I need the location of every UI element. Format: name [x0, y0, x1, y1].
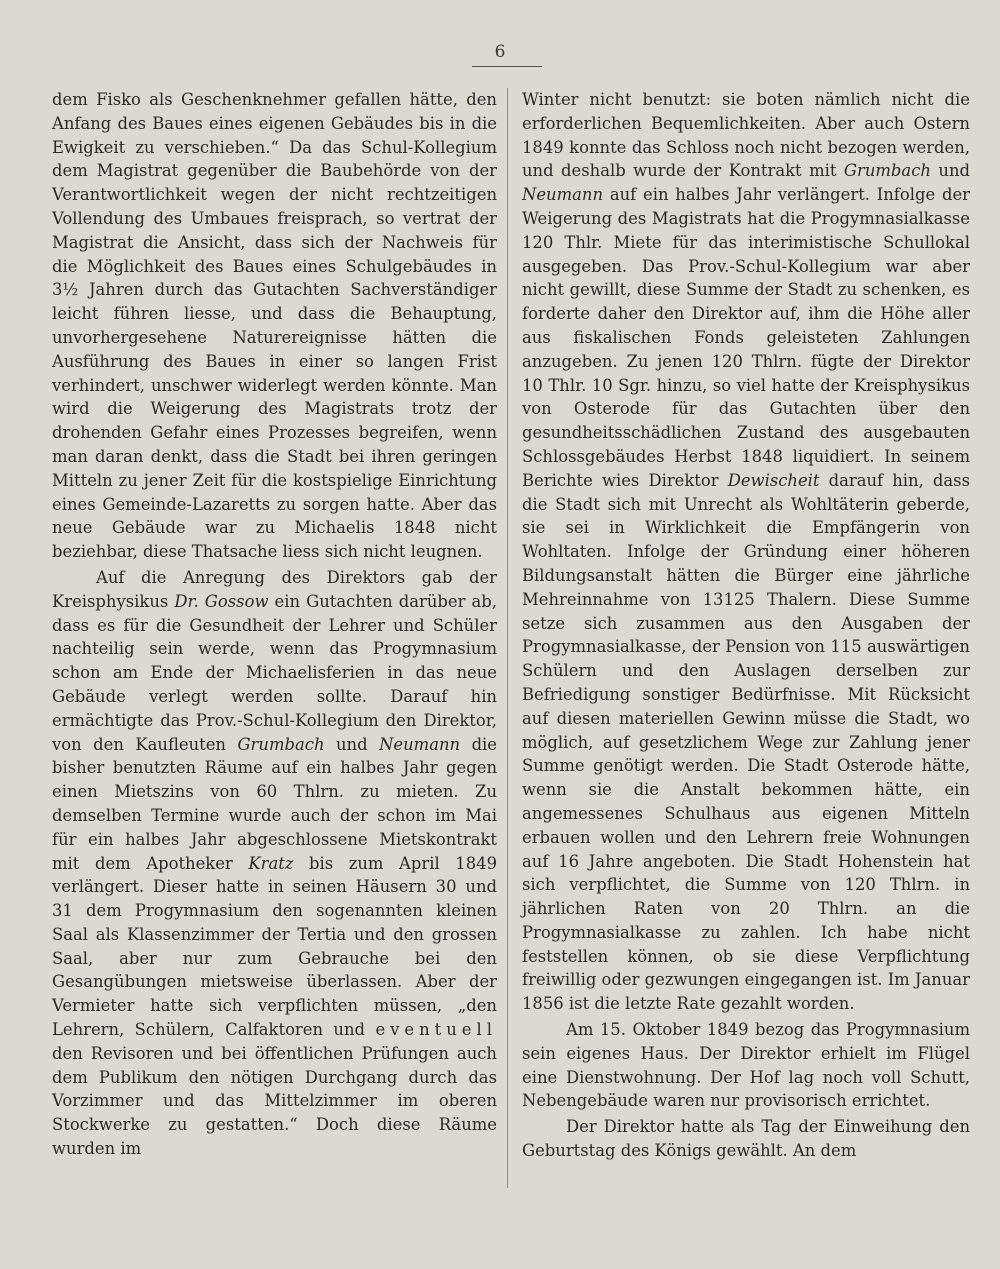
- text-run: den Revisoren und bei öffentlichen Prüfungen auch dem Publikum den nötigen Durchgang durch das Vorzimmer und das Mittelzimmer im oberen Stockwerke zu gestatten.“ Doch diese Räume wurden im: [52, 1043, 497, 1159]
- right-column: [522, 88, 970, 1163]
- italic-name: Grumbach: [237, 734, 325, 754]
- right-paragraph-1: [522, 88, 970, 1016]
- italic-name: Dr. Gossow: [174, 591, 269, 611]
- text-run: auf ein halbes Jahr verlängert. Infolge der Weigerung des Magistrats hat die Progymnasialkasse 120 Thlr. Miete für das interimistische Schullokal ausgegeben. Das Prov.-Schul-Kollegium war aber nicht gewillt, diese Summe der Stadt zu schenken, es forderte daher den Direktor auf, ihm die Höhe aller aus fiskalischen Fonds geleisteten Zahlungen anzugeben. Zu jenen 120 Thlrn. fügte der Direktor 10 Thlr. 10 Sgr. hinzu, so viel hatte der Kreisphysikus von Osterode für das Gutachten über den gesundheitsschädlichen Zustand des ausgebauten Schlossgebäudes Herbst 1848 liquidiert. In seinem Berichte wies Direktor: [522, 185, 970, 490]
- italic-name: Dewischeit: [727, 470, 820, 490]
- left-column: [52, 88, 497, 1161]
- header-rule: [472, 66, 542, 67]
- text-run: Auf die Anregung des Direktors gab der Kreisphysikus: [52, 567, 497, 611]
- italic-name: Neumann: [379, 734, 461, 754]
- text-run: die bisher benutzten Räume auf ein halbes Jahr gegen einen Mietszins von 60 Thlrn. zu mieten. Zu demselben Termine wurde auch der schon im Mai für ein halbes Jahr abgeschlossene Mietskontrakt mit dem Apotheker: [52, 734, 498, 873]
- text-run: ein Gutachten darüber ab, dass es für die Gesundheit der Lehrer und Schüler nachteilig sein werde, wenn das Progymnasium schon am Ende der Michaelisferien in das neue Gebäude verlegt werden sollte. Darauf hin ermächtigte das Prov.-Schul-Kollegium den Direktor, von den Kaufleuten: [52, 591, 497, 754]
- page-number: 6: [494, 42, 506, 62]
- text-run: darauf hin, dass die Stadt sich mit Unrecht als Wohltäterin geberde, sie sei in Wirklichkeit die Empfängerin von Wohltaten. Infolge der Gründung einer höheren Bildungsanstalt hätten die Bürger eine jährliche Mehreinnahme von 13125 Thalern. Diese Summe setze sich zusammen aus den Ausgaben der Progymnasialkasse, der Pension von 115 auswärtigen Schülern und den Auslagen derselben zur Befriedigung sonstiger Bedürfnisse. Mit Rücksicht auf diesen materiellen Gewinn müsse die Stadt, wo möglich, auf gesetzlichem Wege zur Zahlung jener Summe genötigt werden. Die Stadt Osterode hätte, wenn sie die Anstalt bekommen hätte, ein angemessenes Schulhaus aus eigenen Mitteln erbauen wollen und den Lehrern freie Wohnungen auf 16 Jahre angeboten. Die Stadt Hohenstein hat sich verpflichtet, die Summe von 120 Thlrn. in jährlichen Raten von 20 Thlrn. an die Progymnasialkasse zu zahlen. Ich habe nicht feststellen können, ob sie diese Verpflichtung freiwillig oder gezwungen eingegangen ist. Im Januar 1856 ist die letzte Rate gezahlt worden.: [522, 470, 971, 1014]
- column-divider: [507, 88, 508, 1188]
- italic-name: Kratz: [248, 853, 294, 873]
- text-run: bis zum April 1849 verlängert. Dieser hatte in seinen Häusern 30 und 31 dem Progymnasium den sogenannten kleinen Saal als Klassenzimmer der Tertia und den grossen Saal, aber nur zum Gebrauche bei den Gesangübungen mietsweise überlassen. Aber der Vermieter hatte sich verpflichten müssen, „den Lehrern, Schülern, Calfaktoren und: [52, 853, 497, 1040]
- left-paragraph-2: [52, 566, 497, 1161]
- text-run: dem Fisko als Geschenknehmer gefallen hätte, den Anfang des Baues eines eigenen Gebäudes bis in die Ewigkeit zu verschieben.“ Da das Schul-Kollegium dem Magistrat gegenüber die Baubehörde von der Verantwortlichkeit wegen der nicht rechtzeitigen Vollendung des Umbaues freisprach, so vertrat der Magistrat die Ansicht, dass sich der Nachweis für die Möglichkeit des Baues eines Schulgebäudes in 3½ Jahren durch das Gutachten Sachverständiger leicht führen liesse, und dass die Behauptung, unvorhergesehene Naturereignisse hätten die Ausführung des Baues in einer so langen Frist verhindert, unschwer widerlegt werden könnte. Man wird die Weigerung des Magistrats trotz der drohenden Gefahr eines Prozesses begreifen, wenn man daran denkt, dass die Stadt bei ihren geringen Mitteln zu jener Zeit für die kostspielige Einrichtung eines Gemeinde-Lazaretts zu sorgen hatte. Aber das neue Gebäude war zu Michaelis 1848 nicht beziehbar, diese Thatsache liess sich nicht leugnen.: [52, 90, 497, 562]
- right-paragraph-3: [522, 1115, 970, 1163]
- italic-name: Neumann: [522, 185, 604, 205]
- text-run: Der Direktor hatte als Tag der Einweihung den Geburtstag des Königs gewählt. An dem: [522, 1117, 970, 1161]
- right-paragraph-2: [522, 1018, 970, 1113]
- spaced-word: eventuell: [375, 1020, 497, 1040]
- text-run: Am 15. Oktober 1849 bezog das Progymnasium sein eigenes Haus. Der Direktor erhielt im Flügel eine Dienstwohnung. Der Hof lag noch voll Schutt, Nebengebäude waren nur provisorisch errichtet.: [522, 1020, 970, 1111]
- text-run: und: [930, 161, 970, 181]
- left-paragraph-1: [52, 88, 497, 564]
- text-run: und: [324, 734, 380, 754]
- text-run: Winter nicht benutzt: sie boten nämlich nicht die erforderlichen Bequemlichkeiten. Aber auch Ostern 1849 konnte das Schloss noch nicht bezogen werden, und deshalb wurde der Kontrakt mit: [522, 90, 970, 181]
- italic-name: Grumbach: [843, 161, 931, 181]
